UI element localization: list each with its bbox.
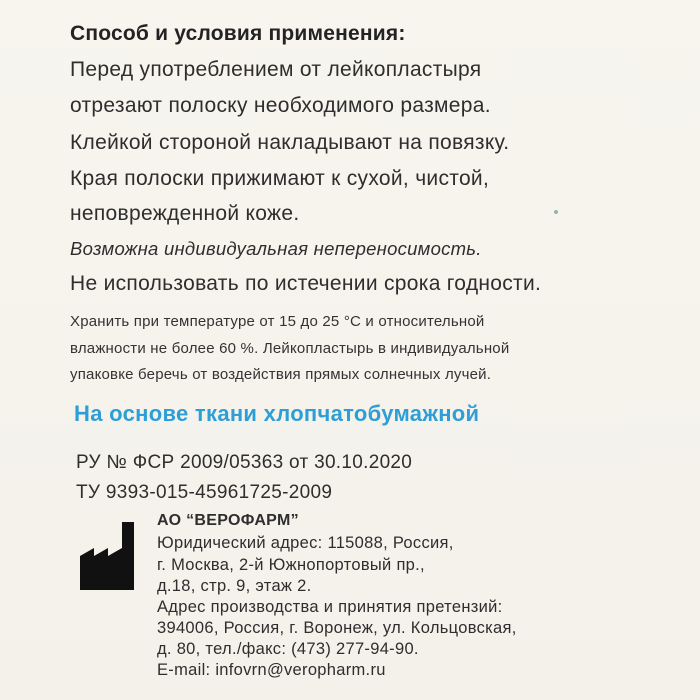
usage-line: неповрежденной коже. [70,202,300,225]
usage-line: Края полоски прижимают к сухой, чистой, [70,167,490,190]
manufacturer-address-line: д. 80, тел./факс: (473) 277-94-90. [157,640,419,658]
print-speck [554,210,558,214]
storage-line: Хранить при температуре от 15 до 25 °С и относительной [70,313,485,330]
usage-line: отрезают полоску необходимого размера. [70,94,491,117]
storage-line: упаковке беречь от воздействия прямых солнечных лучей. [70,366,492,383]
intolerance-warning: Возможна индивидуальная непереносимость. [70,238,482,259]
usage-line: Клейкой стороной накладывают на повязку. [70,131,510,154]
manufacturer-address-line: Адрес производства и принятия претензий: [157,598,503,616]
manufacturer-email: E-mail: infovrn@veropharm.ru [157,661,386,679]
factory-icon [78,520,138,592]
registration-number: РУ № ФСР 2009/05363 от 30.10.2020 [76,452,413,473]
usage-heading: Способ и условия применения: [70,22,406,45]
technical-spec: ТУ 9393-015-45961725-2009 [76,482,333,503]
usage-line: Перед употреблением от лейкопластыря [70,58,482,81]
manufacturer-address-line: д.18, стр. 9, этаж 2. [157,577,312,595]
material-note: На основе ткани хлопчатобумажной [74,401,480,426]
manufacturer-address-line: Юридический адрес: 115088, Россия, [157,534,454,552]
manufacturer-address-line: 394006, Россия, г. Воронеж, ул. Кольцовская, [157,619,517,637]
manufacturer-name: АО “ВЕРОФАРМ” [157,512,299,529]
manufacturer-address-line: г. Москва, 2-й Южнопортовый пр., [157,556,425,574]
storage-line: влажности не более 60 %. Лейкопластырь в индивидуальной [70,340,510,357]
expiry-note: Не использовать по истечении срока годности. [70,272,542,295]
